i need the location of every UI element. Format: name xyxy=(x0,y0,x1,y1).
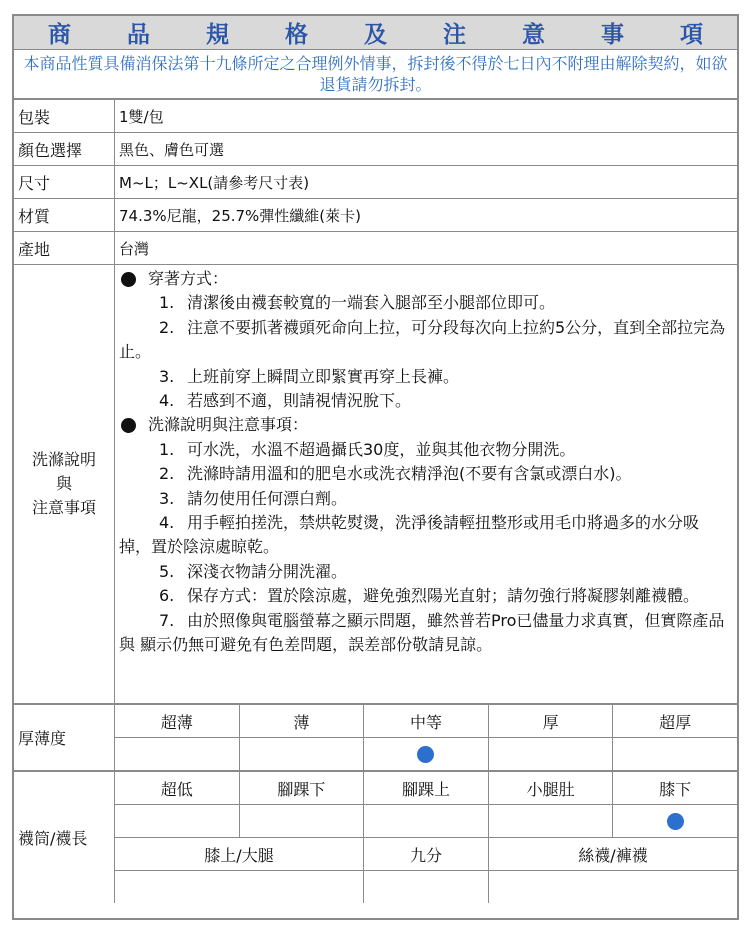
item-number: 1. xyxy=(159,293,175,313)
sock-length-option: 腳踝上 xyxy=(364,772,489,804)
sock-length-marker-cell xyxy=(613,805,737,837)
selected-dot-icon xyxy=(417,746,434,763)
sheet-title: 商 品 規 格 及 注 意 事 項 xyxy=(14,16,737,50)
list-item xyxy=(119,560,729,584)
sock-length-option: 九分 xyxy=(364,838,489,870)
sock-length-section xyxy=(14,772,737,903)
sock-length-marker-cell xyxy=(115,871,364,903)
care-content xyxy=(115,265,737,703)
selected-dot-icon xyxy=(667,813,684,830)
thickness-marker-cell xyxy=(240,738,365,771)
sock-length-option: 絲襪/褲襪 xyxy=(578,845,648,865)
item-text: 清潔後由襪套較寬的一端套入腿部至小腿部位即可。 xyxy=(187,293,556,313)
return-notice: 本商品性質具備消保法第十九條所定之合理例外情事，拆封後不得於七日內不附理由解除契約，如欲退貨請勿拆封。 xyxy=(14,50,737,100)
item-number: 2. xyxy=(159,464,175,484)
item-number: 1. xyxy=(159,439,175,459)
thickness-option: 超薄 xyxy=(115,705,240,737)
bullet-icon xyxy=(121,272,136,287)
item-text: 保存方式：置於陰涼處，避免強烈陽光直射；請勿強行將凝膠剝離襪體。 xyxy=(187,586,700,606)
sock-length-marker-row xyxy=(115,871,737,903)
spec-value: 黑色、膚色可選 xyxy=(119,140,225,159)
spec-label: 產地 xyxy=(14,232,115,264)
list-item xyxy=(119,462,729,486)
care-label-line: 洗滌說明 xyxy=(31,450,96,469)
sock-length-options-row xyxy=(115,772,737,805)
spec-value: M~L；L~XL(請參考尺寸表) xyxy=(119,173,310,192)
item-number: 2. xyxy=(159,317,175,337)
list-item xyxy=(119,584,729,608)
sock-length-option: 膝下 xyxy=(659,779,692,799)
thickness-option: 中等 xyxy=(364,705,489,737)
item-text: 洗滌時請用溫和的肥皂水或洗衣精淨泡(不要有含氯或漂白水)。 xyxy=(187,464,632,484)
item-text: 可水洗，水溫不超過攝氏30度，並與其他衣物分開洗。 xyxy=(187,439,576,459)
item-text: 上班前穿上瞬間立即緊實再穿上長褲。 xyxy=(187,366,460,386)
item-text: 請勿使用任何漂白劑。 xyxy=(187,488,348,508)
spec-label: 材質 xyxy=(14,199,115,231)
wash-heading: 洗滌說明與注意事項： xyxy=(148,415,309,435)
thickness-marker-cell xyxy=(613,738,737,771)
care-label-line: 注意事項 xyxy=(31,498,96,517)
sock-length-option: 超低 xyxy=(115,772,240,804)
spec-label: 尺寸 xyxy=(14,166,115,198)
sock-length-option: 腳踝下 xyxy=(240,772,365,804)
spec-sheet xyxy=(12,14,739,920)
spec-value: 1雙/包 xyxy=(119,107,164,126)
wear-heading-line xyxy=(119,267,729,291)
thickness-grid xyxy=(115,705,737,770)
list-item xyxy=(119,609,729,658)
spec-row-origin xyxy=(14,232,737,265)
item-text: 注意不要抓著襪頭死命向上拉，可分段每次向上拉約5公分，直到全部拉完為止。 xyxy=(119,317,726,362)
bullet-icon xyxy=(121,418,136,433)
sock-length-option: 膝上/大腿 xyxy=(115,838,364,870)
sock-length-marker-cell xyxy=(364,871,489,903)
wear-heading: 穿著方式： xyxy=(148,269,229,288)
care-label-line: 與 xyxy=(55,474,72,493)
item-number: 5. xyxy=(159,561,175,581)
sock-length-option: 小腿肚 xyxy=(489,772,614,804)
item-text: 用手輕拍搓洗，禁烘乾熨燙，洗淨後請輕扭整形或用毛巾將過多的水分吸掉，置於陰涼處晾乾。 xyxy=(119,513,700,557)
thickness-section xyxy=(14,705,737,772)
spec-label: 包裝 xyxy=(14,100,115,132)
thickness-label: 厚薄度 xyxy=(14,705,115,770)
list-item xyxy=(119,438,729,462)
sock-length-marker-cell xyxy=(489,805,614,837)
sock-length-marker-cell xyxy=(240,805,365,837)
sock-length-marker-row xyxy=(115,805,737,838)
spec-row-package xyxy=(14,100,737,133)
spec-value: 74.3%尼龍，25.7%彈性纖維(萊卡) xyxy=(119,206,362,225)
spec-label: 顏色選擇 xyxy=(14,133,115,165)
sock-length-marker-cell xyxy=(115,805,240,837)
sock-length-grid xyxy=(115,772,737,903)
spec-row-color xyxy=(14,133,737,166)
care-label xyxy=(14,265,115,703)
thickness-marker-cell xyxy=(489,738,614,771)
spec-value: 台灣 xyxy=(119,239,150,258)
spec-row-material xyxy=(14,199,737,232)
spec-row-size xyxy=(14,166,737,199)
list-item xyxy=(119,487,729,511)
item-number: 7. xyxy=(159,610,175,630)
sock-length-label: 襪筒/襪長 xyxy=(14,772,115,903)
wash-heading-line xyxy=(119,413,729,437)
list-item xyxy=(119,291,729,315)
list-item xyxy=(119,511,729,560)
item-text: 由於照像與電腦螢幕之顯示問題，雖然普若Pro已儘量力求真實，但實際產品與 顯示仍無可避免有色差問題，誤差部份敬請見諒。 xyxy=(119,610,725,655)
item-number: 4. xyxy=(159,391,175,411)
item-number: 4. xyxy=(159,513,175,533)
list-item xyxy=(119,316,729,365)
thickness-option: 厚 xyxy=(489,705,614,737)
item-number: 3. xyxy=(159,488,175,508)
thickness-options-row xyxy=(115,705,737,738)
thickness-marker-row xyxy=(115,738,737,771)
sock-length-options-row xyxy=(115,838,737,871)
thickness-option: 薄 xyxy=(240,705,365,737)
sock-length-marker-cell xyxy=(364,805,489,837)
sock-length-marker-cell xyxy=(489,871,737,903)
item-text: 深淺衣物請分開洗濯。 xyxy=(187,561,348,581)
thickness-marker-cell xyxy=(115,738,240,771)
thickness-option: 超厚 xyxy=(659,712,692,732)
list-item xyxy=(119,389,729,413)
item-number: 3. xyxy=(159,366,175,386)
thickness-marker-cell xyxy=(364,738,489,771)
item-number: 6. xyxy=(159,586,175,606)
care-row xyxy=(14,265,737,705)
list-item xyxy=(119,365,729,389)
item-text: 若感到不適，則請視情況脫下。 xyxy=(187,391,412,411)
